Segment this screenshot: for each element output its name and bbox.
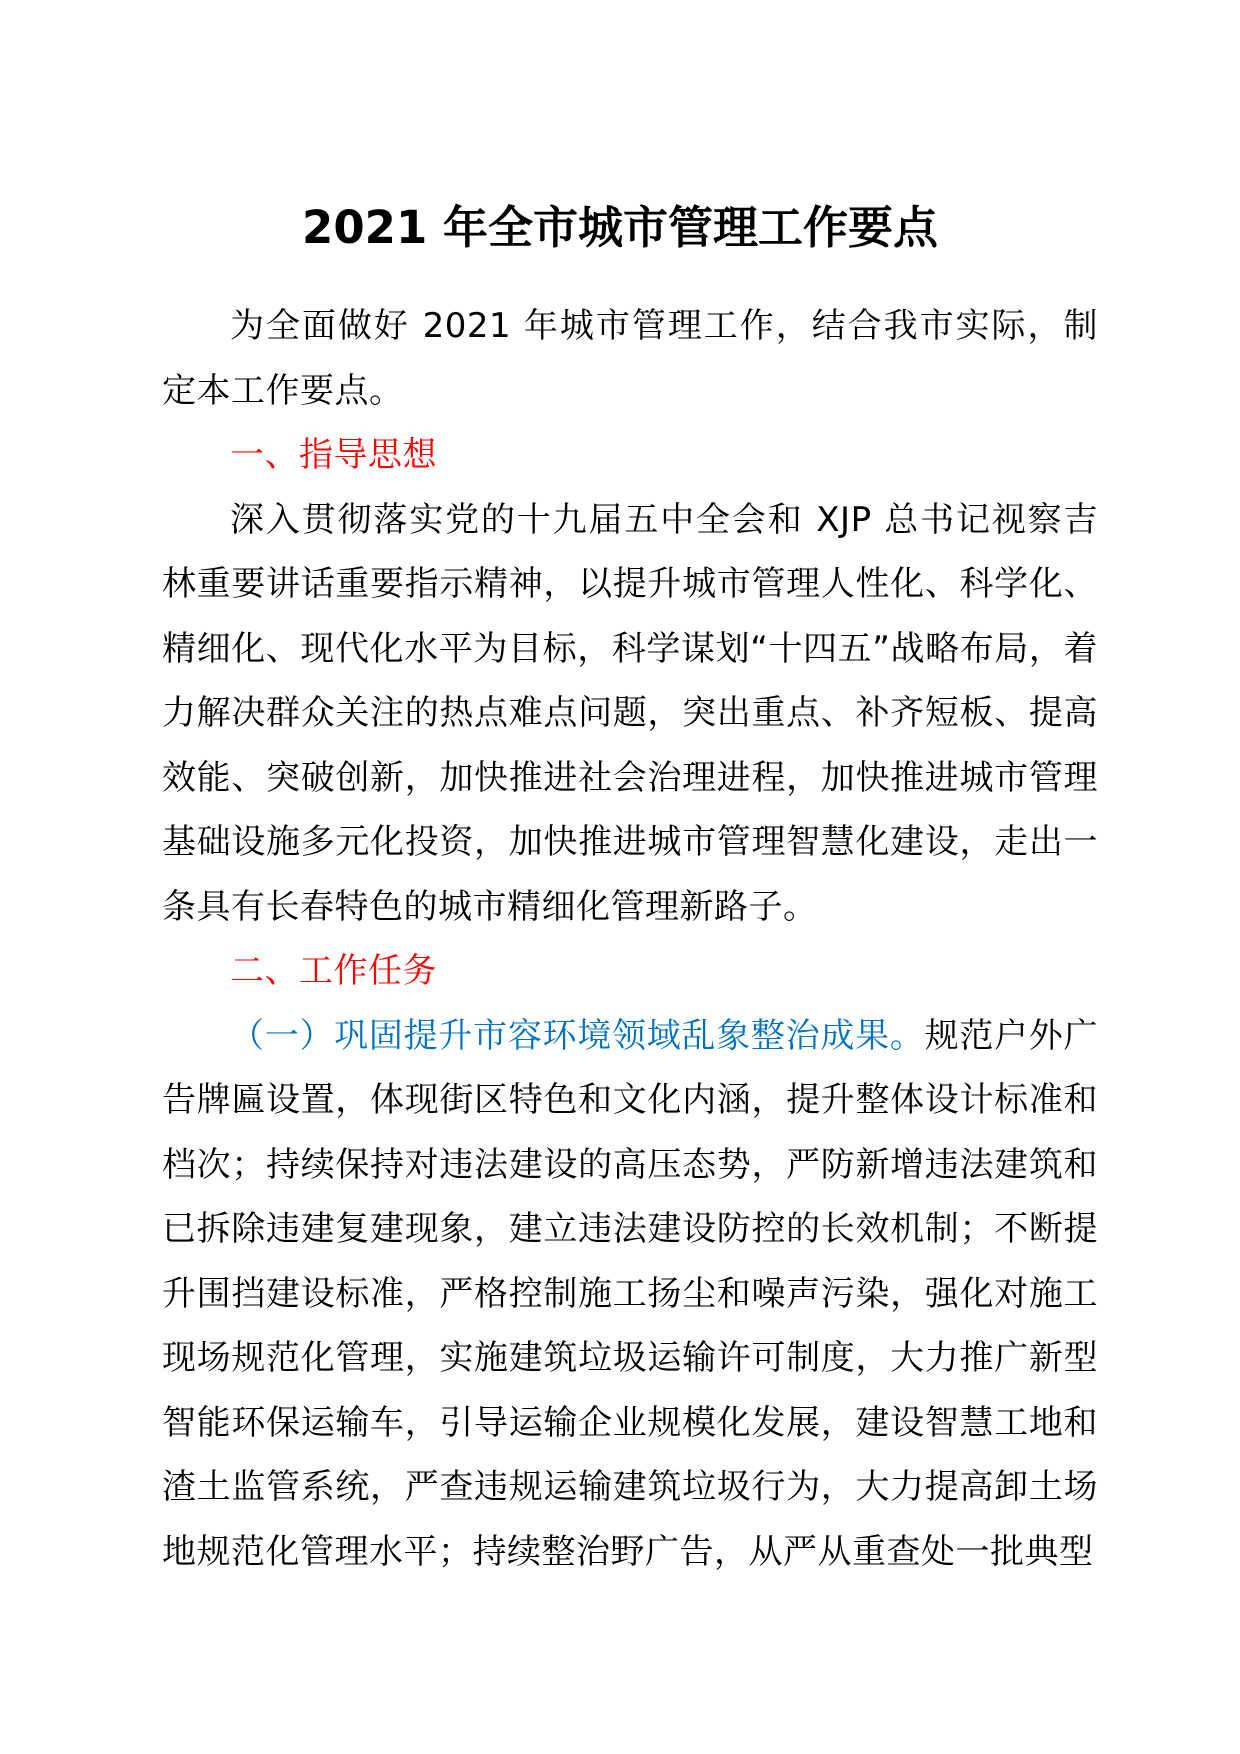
guiding-ideology-paragraph: 深入贯彻落实党的十九届五中全会和 XJP 总书记视察吉林重要讲话重要指示精神，以提升城市管理人性化、科学化、精细化、现代化水平为目标，科学谋划“十四五”战略布局，着力解决群众关注的热点难点问题，突出重点、补齐短板、提高效能、突破创新，加快推进社会治理进程，加快推进城市管理基础设施多元化投资，加快推进城市管理智慧化建设，走出一条具有长春特色的城市精细化管理新路子。 xyxy=(162,499,1098,927)
task-item-1-text: 规范户外广告牌匾设置，体现街区特色和文化内涵，提升整体设计标准和档次；持续保持对违法建设的高压态势，严防新增违法建筑和已拆除违建复建现象，建立违法建设防控的长效机制；不断提升围挡建设标准，严格控制施工扬尘和噪声污染，强化对施工现场规范化管理，实施建筑垃圾运输许可制度，大力推广新型智能环保运输车，引导运输企业规模化发展，建设智慧工地和渣土监管系统，严查违规运输建筑垃圾行为，大力提高卸土场地规范化管理水平；持续整治野广告，从严从重查处一批典型 xyxy=(162,1015,1099,1572)
document-body xyxy=(162,294,1098,1584)
section-heading-guiding-ideology: 一、指导思想 xyxy=(230,435,437,475)
intro-paragraph: 为全面做好 2021 年城市管理工作，结合我市实际，制定本工作要点。 xyxy=(162,306,1098,411)
section-heading-work-tasks: 二、工作任务 xyxy=(230,951,437,991)
task-item-1-paragraph xyxy=(162,1004,1098,1585)
document-title: 2021 年全市城市管理工作要点 xyxy=(302,201,938,254)
task-item-1-lead: （一）巩固提升市容环境领域乱象整治成果。 xyxy=(230,1015,925,1056)
